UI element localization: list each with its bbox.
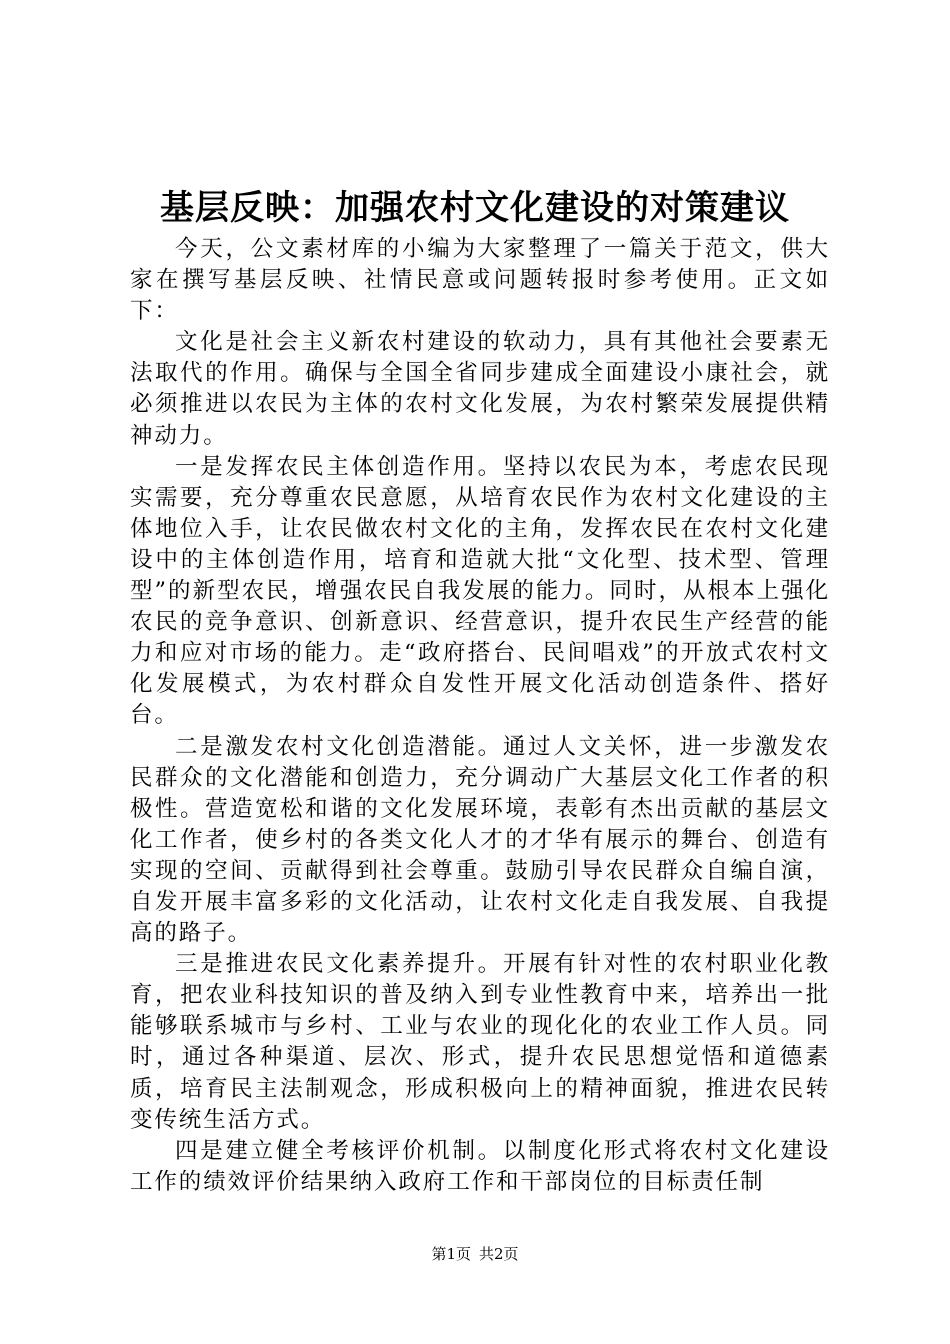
intro-paragraph: 今天，公文素材库的小编为大家整理了一篇关于范文，供大家在撰写基层反映、社情民意或问题转报时参考使用。正文如下： (130, 236, 830, 325)
page-total: 共2页 (479, 1245, 519, 1263)
body-paragraph: 四是建立健全考核评价机制。以制度化形式将农村文化建设工作的绩效评价结果纳入政府工作和干部岗位的目标责任制 (130, 1137, 830, 1195)
page-footer (0, 1243, 950, 1265)
body-paragraph: 三是推进农民文化素养提升。开展有针对性的农村职业化教育，把农业科技知识的普及纳入到专业性教育中来，培养出一批能够联系城市与乡村、工业与农业的现化化的农业工作人员。同时，通过各种渠道、层次、形式，提升农民思想觉悟和道德素质，培育民主法制观念，形成积极向上的精神面貌，推进农民转变传统生活方式。 (130, 951, 830, 1133)
body-paragraph: 二是激发农村文化创造潜能。通过人文关怀，进一步激发农民群众的文化潜能和创造力，充分调动广大基层文化工作者的积极性。营造宽松和谐的文化发展环境，表彰有杰出贡献的基层文化工作者，使乡村的各类文化人才的才华有展示的舞台、创造有实现的空间、贡献得到社会尊重。鼓励引导农民群众自编自演，自发开展丰富多彩的文化活动，让农村文化走自我发展、自我提高的路子。 (130, 733, 830, 947)
page-number: 第1页 (431, 1245, 471, 1263)
body-paragraph: 一是发挥农民主体创造作用。坚持以农民为本，考虑农民现实需要，充分尊重农民意愿，从培育农民作为农村文化建设的主体地位入手，让农民做农村文化的主角，发挥农民在农村文化建设中的主体创造作用，培育和造就大批“文化型、技术型、管理型”的新型农民，增强农民自我发展的能力。同时，从根本上强化农民的竞争意识、创新意识、经营意识，提升农民生产经营的能力和应对市场的能力。走“政府搭台、民间唱戏”的开放式农村文化发展模式，为农村群众自发性开展文化活动创造条件、搭好台。 (130, 453, 830, 729)
body-paragraph: 文化是社会主义新农村建设的软动力，具有其他社会要素无法取代的作用。确保与全国全省同步建成全面建设小康社会，就必须推进以农民为主体的农村文化发展，为农村繁荣发展提供精神动力。 (130, 329, 830, 449)
document-title: 基层反映：加强农村文化建设的对策建议 (160, 188, 790, 228)
document-body (130, 234, 830, 1198)
